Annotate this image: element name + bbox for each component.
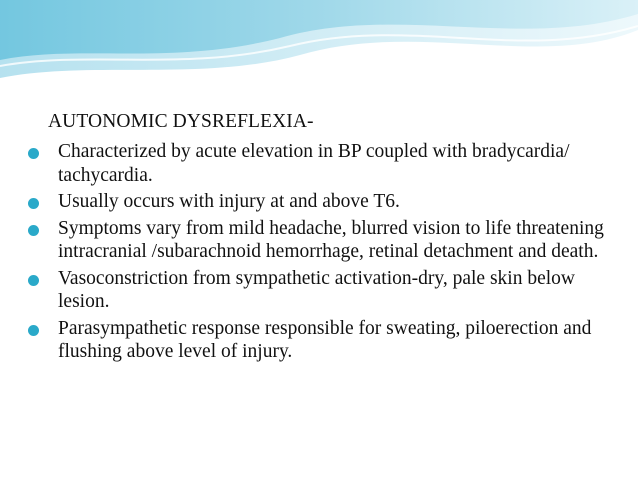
- list-item: [24, 140, 624, 187]
- list-item: [24, 267, 624, 314]
- list-item: [24, 217, 624, 264]
- list-item-text: Parasympathetic response responsible for sweating, piloerection and flushing above level of injury.: [58, 317, 592, 362]
- list-item-text: Symptoms vary from mild headache, blurred vision to life threatening intracranial /subarachnoid hemorrhage, retinal detachment and death.: [58, 217, 604, 262]
- bullet-icon: [28, 148, 39, 159]
- slide-heading: AUTONOMIC DYSREFLEXIA-: [48, 111, 314, 132]
- list-item: [24, 190, 624, 214]
- list-item-text: Usually occurs with injury at and above T6.: [58, 191, 400, 212]
- list-item: [24, 317, 624, 364]
- bullet-icon: [28, 198, 39, 209]
- list-item-text: Characterized by acute elevation in BP coupled with bradycardia/ tachycardia.: [58, 141, 570, 186]
- bullet-list: [24, 140, 624, 364]
- decorative-wave-header: [0, 0, 638, 90]
- bullet-icon: [28, 325, 39, 336]
- list-item-text: Vasoconstriction from sympathetic activation-dry, pale skin below lesion.: [58, 267, 575, 312]
- bullet-icon: [28, 225, 39, 236]
- slide-content: [24, 110, 624, 367]
- bullet-icon: [28, 275, 39, 286]
